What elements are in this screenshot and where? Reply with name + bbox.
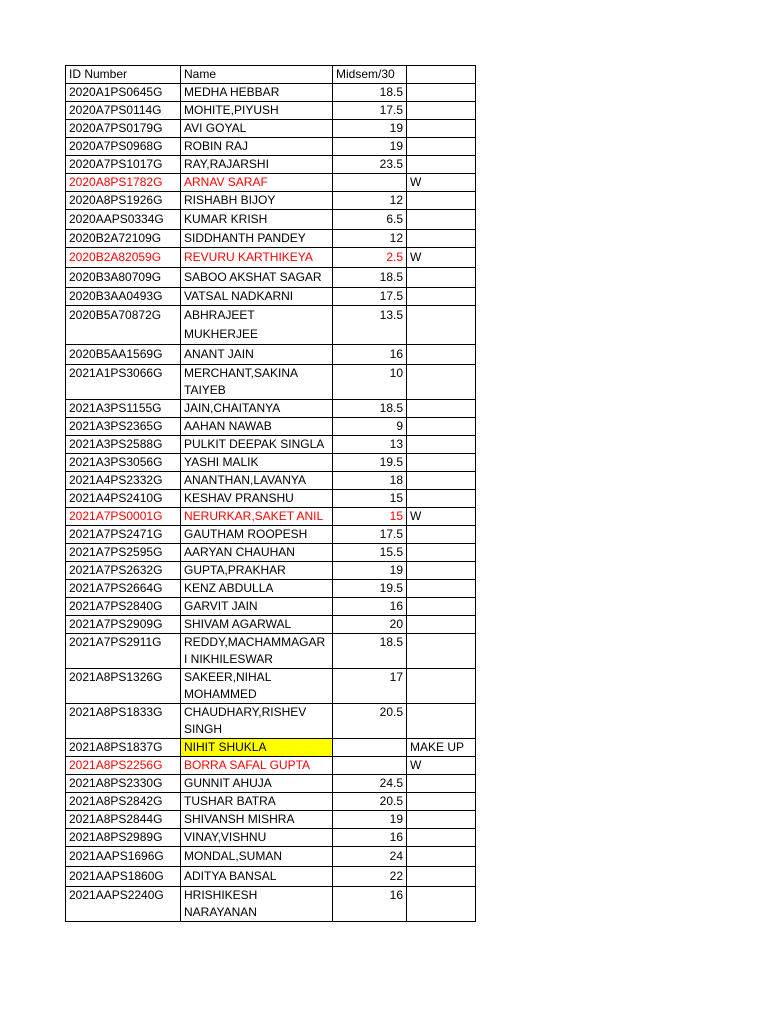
midsem-cell: 20.5 <box>333 704 407 739</box>
id-cell: 2021A3PS3056G <box>66 454 181 472</box>
midsem-cell: 22 <box>333 867 407 887</box>
midsem-cell: 18.5 <box>333 84 407 102</box>
table-row <box>66 847 476 867</box>
name-cell: HRISHIKESH NARAYANAN <box>181 887 333 922</box>
midsem-cell: 16 <box>333 598 407 616</box>
name-cell: ANANT JAIN <box>181 345 333 365</box>
name-cell: MERCHANT,SAKINA TAIYEB <box>181 365 333 400</box>
id-cell: 2020AAPS0334G <box>66 210 181 230</box>
name-cell: RISHABH BIJOY <box>181 192 333 210</box>
table-row <box>66 400 476 418</box>
midsem-cell: 16 <box>333 887 407 922</box>
table-row <box>66 138 476 156</box>
remark-cell <box>407 454 476 472</box>
id-cell: 2020B2A82059G <box>66 248 181 268</box>
name-cell: KUMAR KRISH <box>181 210 333 230</box>
remark-cell <box>407 306 476 345</box>
midsem-cell: 15 <box>333 508 407 526</box>
header-row <box>66 66 476 84</box>
midsem-cell: 13 <box>333 436 407 454</box>
remark-cell <box>407 230 476 248</box>
id-cell: 2021A4PS2410G <box>66 490 181 508</box>
midsem-cell: 20 <box>333 616 407 634</box>
remark-cell <box>407 490 476 508</box>
remark-cell <box>407 418 476 436</box>
table-row <box>66 120 476 138</box>
table-row <box>66 544 476 562</box>
table-row <box>66 454 476 472</box>
name-cell: GARVIT JAIN <box>181 598 333 616</box>
id-cell: 2021A8PS1326G <box>66 669 181 704</box>
table-row <box>66 598 476 616</box>
id-cell: 2020B5AA1569G <box>66 345 181 365</box>
id-cell: 2021A8PS1837G <box>66 739 181 757</box>
remark-cell <box>407 400 476 418</box>
table-row <box>66 775 476 793</box>
id-cell: 2021A7PS2909G <box>66 616 181 634</box>
midsem-cell: 17.5 <box>333 288 407 306</box>
id-cell: 2020A1PS0645G <box>66 84 181 102</box>
remark-cell <box>407 156 476 174</box>
id-cell: 2021AAPS1696G <box>66 847 181 867</box>
midsem-cell: 16 <box>333 829 407 847</box>
name-cell: JAIN,CHAITANYA <box>181 400 333 418</box>
header-id: ID Number <box>66 66 181 84</box>
midsem-cell: 13.5 <box>333 306 407 345</box>
marks-table <box>65 65 476 922</box>
remark-cell <box>407 192 476 210</box>
header-name: Name <box>181 66 333 84</box>
table-row <box>66 102 476 120</box>
name-cell: AARYAN CHAUHAN <box>181 544 333 562</box>
table-row <box>66 365 476 400</box>
remark-cell: W <box>407 508 476 526</box>
name-cell: NERURKAR,SAKET ANIL <box>181 508 333 526</box>
midsem-cell: 17 <box>333 669 407 704</box>
table-row <box>66 306 476 345</box>
id-cell: 2020A7PS0968G <box>66 138 181 156</box>
midsem-cell: 2.5 <box>333 248 407 268</box>
table-row <box>66 739 476 757</box>
remark-cell <box>407 887 476 922</box>
name-cell: CHAUDHARY,RISHEV SINGH <box>181 704 333 739</box>
table-row <box>66 580 476 598</box>
table-row <box>66 210 476 230</box>
midsem-cell: 19 <box>333 562 407 580</box>
remark-cell <box>407 616 476 634</box>
id-cell: 2021A7PS2911G <box>66 634 181 669</box>
name-cell: REVURU KARTHIKEYA <box>181 248 333 268</box>
table-row <box>66 230 476 248</box>
remark-cell <box>407 365 476 400</box>
name-cell: MOHITE,PIYUSH <box>181 102 333 120</box>
table-row <box>66 616 476 634</box>
name-cell: MONDAL,SUMAN <box>181 847 333 867</box>
table-row <box>66 704 476 739</box>
remark-cell: MAKE UP <box>407 739 476 757</box>
name-cell: SABOO AKSHAT SAGAR <box>181 268 333 288</box>
midsem-cell: 12 <box>333 230 407 248</box>
table-row <box>66 436 476 454</box>
id-cell: 2021A7PS2632G <box>66 562 181 580</box>
remark-cell <box>407 544 476 562</box>
remark-cell <box>407 102 476 120</box>
id-cell: 2021A3PS2365G <box>66 418 181 436</box>
table-row <box>66 526 476 544</box>
remark-cell <box>407 811 476 829</box>
name-cell: KENZ ABDULLA <box>181 580 333 598</box>
id-cell: 2021A7PS2664G <box>66 580 181 598</box>
id-cell: 2021A3PS1155G <box>66 400 181 418</box>
id-cell: 2021A8PS2256G <box>66 757 181 775</box>
table-row <box>66 192 476 210</box>
midsem-cell: 20.5 <box>333 793 407 811</box>
table-row <box>66 268 476 288</box>
id-cell: 2020A7PS1017G <box>66 156 181 174</box>
id-cell: 2020A8PS1782G <box>66 174 181 192</box>
name-cell: ANANTHAN,LAVANYA <box>181 472 333 490</box>
name-cell: SHIVANSH MISHRA <box>181 811 333 829</box>
midsem-cell: 23.5 <box>333 156 407 174</box>
id-cell: 2020B5A70872G <box>66 306 181 345</box>
midsem-cell: 18.5 <box>333 268 407 288</box>
table-row <box>66 757 476 775</box>
id-cell: 2021A8PS2844G <box>66 811 181 829</box>
midsem-cell: 15.5 <box>333 544 407 562</box>
table-row <box>66 669 476 704</box>
remark-cell <box>407 526 476 544</box>
remark-cell <box>407 847 476 867</box>
midsem-cell: 6.5 <box>333 210 407 230</box>
midsem-cell: 10 <box>333 365 407 400</box>
id-cell: 2021A8PS2989G <box>66 829 181 847</box>
id-cell: 2021A7PS2471G <box>66 526 181 544</box>
id-cell: 2021AAPS2240G <box>66 887 181 922</box>
remark-cell: W <box>407 757 476 775</box>
name-cell: PULKIT DEEPAK SINGLA <box>181 436 333 454</box>
remark-cell <box>407 436 476 454</box>
header-remark <box>407 66 476 84</box>
midsem-cell: 24 <box>333 847 407 867</box>
table-row <box>66 84 476 102</box>
remark-cell <box>407 345 476 365</box>
name-cell: KESHAV PRANSHU <box>181 490 333 508</box>
midsem-cell: 18 <box>333 472 407 490</box>
table-row <box>66 793 476 811</box>
table-row <box>66 490 476 508</box>
header-midsem: Midsem/30 <box>333 66 407 84</box>
id-cell: 2021A8PS2330G <box>66 775 181 793</box>
remark-cell <box>407 84 476 102</box>
remark-cell <box>407 775 476 793</box>
midsem-cell: 19 <box>333 120 407 138</box>
remark-cell <box>407 120 476 138</box>
midsem-cell: 15 <box>333 490 407 508</box>
midsem-cell: 17.5 <box>333 102 407 120</box>
remark-cell <box>407 669 476 704</box>
id-cell: 2021A7PS2595G <box>66 544 181 562</box>
midsem-cell <box>333 757 407 775</box>
id-cell: 2020A7PS0114G <box>66 102 181 120</box>
name-cell: SIDDHANTH PANDEY <box>181 230 333 248</box>
id-cell: 2021A7PS0001G <box>66 508 181 526</box>
name-cell: RAY,RAJARSHI <box>181 156 333 174</box>
midsem-cell <box>333 739 407 757</box>
id-cell: 2020A8PS1926G <box>66 192 181 210</box>
midsem-cell: 19.5 <box>333 454 407 472</box>
name-cell: NIHIT SHUKLA <box>181 739 333 757</box>
name-cell: REDDY,MACHAMMAGAR I NIKHILESWAR <box>181 634 333 669</box>
midsem-cell: 18.5 <box>333 634 407 669</box>
name-cell: SAKEER,NIHAL MOHAMMED <box>181 669 333 704</box>
name-cell: ADITYA BANSAL <box>181 867 333 887</box>
id-cell: 2020A7PS0179G <box>66 120 181 138</box>
table-row <box>66 345 476 365</box>
name-cell: AVI GOYAL <box>181 120 333 138</box>
id-cell: 2021A7PS2840G <box>66 598 181 616</box>
midsem-cell: 19 <box>333 138 407 156</box>
name-cell: YASHI MALIK <box>181 454 333 472</box>
id-cell: 2021AAPS1860G <box>66 867 181 887</box>
table-row <box>66 508 476 526</box>
remark-cell <box>407 829 476 847</box>
remark-cell <box>407 472 476 490</box>
id-cell: 2020B3A80709G <box>66 268 181 288</box>
id-cell: 2020B2A72109G <box>66 230 181 248</box>
remark-cell <box>407 580 476 598</box>
remark-cell <box>407 288 476 306</box>
table-row <box>66 174 476 192</box>
table-row <box>66 634 476 669</box>
remark-cell <box>407 793 476 811</box>
name-cell: AAHAN NAWAB <box>181 418 333 436</box>
midsem-cell: 12 <box>333 192 407 210</box>
remark-cell <box>407 634 476 669</box>
midsem-cell: 24.5 <box>333 775 407 793</box>
remark-cell: W <box>407 174 476 192</box>
name-cell: BORRA SAFAL GUPTA <box>181 757 333 775</box>
table-row <box>66 156 476 174</box>
id-cell: 2020B3AA0493G <box>66 288 181 306</box>
name-cell: TUSHAR BATRA <box>181 793 333 811</box>
midsem-cell: 19 <box>333 811 407 829</box>
name-cell: VINAY,VISHNU <box>181 829 333 847</box>
remark-cell <box>407 562 476 580</box>
remark-cell: W <box>407 248 476 268</box>
name-cell: VATSAL NADKARNI <box>181 288 333 306</box>
midsem-cell: 17.5 <box>333 526 407 544</box>
name-cell: GUNNIT AHUJA <box>181 775 333 793</box>
id-cell: 2021A1PS3066G <box>66 365 181 400</box>
table-row <box>66 418 476 436</box>
table-row <box>66 248 476 268</box>
name-cell: GUPTA,PRAKHAR <box>181 562 333 580</box>
table-row <box>66 562 476 580</box>
name-cell: ROBIN RAJ <box>181 138 333 156</box>
remark-cell <box>407 704 476 739</box>
table-row <box>66 288 476 306</box>
id-cell: 2021A8PS2842G <box>66 793 181 811</box>
midsem-cell <box>333 174 407 192</box>
remark-cell <box>407 867 476 887</box>
name-cell: GAUTHAM ROOPESH <box>181 526 333 544</box>
table-row <box>66 867 476 887</box>
table-row <box>66 472 476 490</box>
remark-cell <box>407 268 476 288</box>
table-row <box>66 887 476 922</box>
midsem-cell: 18.5 <box>333 400 407 418</box>
name-cell: MEDHA HEBBAR <box>181 84 333 102</box>
name-cell: ABHRAJEET MUKHERJEE <box>181 306 333 345</box>
table-row <box>66 829 476 847</box>
table-row <box>66 811 476 829</box>
remark-cell <box>407 210 476 230</box>
remark-cell <box>407 598 476 616</box>
midsem-cell: 16 <box>333 345 407 365</box>
remark-cell <box>407 138 476 156</box>
id-cell: 2021A8PS1833G <box>66 704 181 739</box>
id-cell: 2021A3PS2588G <box>66 436 181 454</box>
name-cell: ARNAV SARAF <box>181 174 333 192</box>
midsem-cell: 19.5 <box>333 580 407 598</box>
id-cell: 2021A4PS2332G <box>66 472 181 490</box>
name-cell: SHIVAM AGARWAL <box>181 616 333 634</box>
midsem-cell: 9 <box>333 418 407 436</box>
